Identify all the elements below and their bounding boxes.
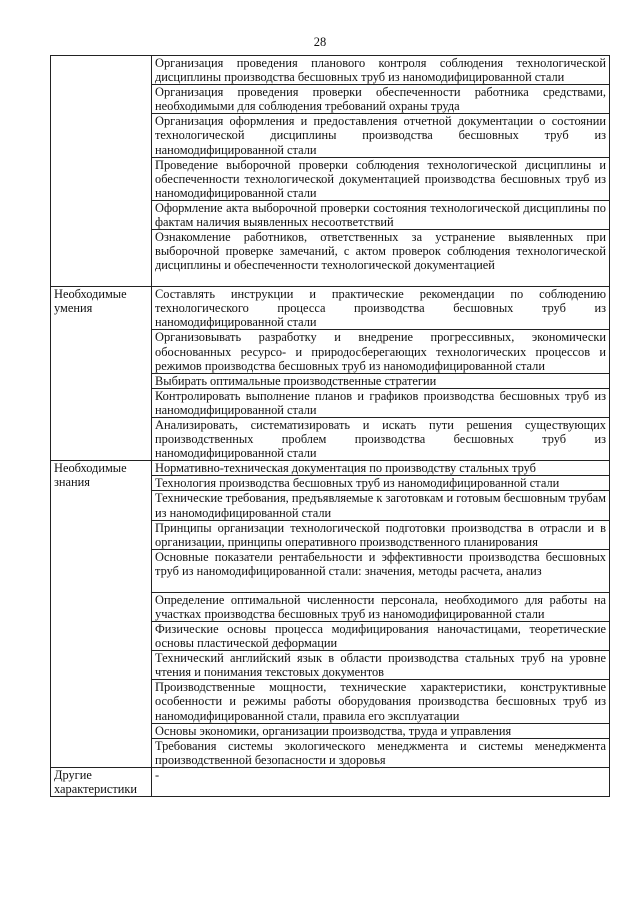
table-cell: Производственные мощности, технические характеристики, конструктивные особенности и режимы работы оборудования производства бесшовных труб из наномодифицированной стали, правила его эксплуатации	[152, 680, 610, 723]
table-cell: Основные показатели рентабельности и эффективности производства бесшовных труб из наномодифицированной стали: значения, методы расчета, анализ	[152, 549, 610, 592]
table-cell: Организовывать разработку и внедрение прогрессивных, экономически обоснованных ресурсо- и природосберегающих технологических процессов и режимов производства бесшовных труб из наномодифицированной стали	[152, 330, 610, 373]
table-row	[51, 56, 610, 85]
table-cell: Выбирать оптимальные производственные стратегии	[152, 373, 610, 388]
table-row	[51, 287, 610, 330]
table-row	[51, 767, 610, 796]
qualification-table	[50, 55, 610, 797]
table-cell: Технология производства бесшовных труб из наномодифицированной стали	[152, 476, 610, 491]
table-cell: Определение оптимальной численности персонала, необходимого для работы на участках производства бесшовных труб из наномодифицированной стали	[152, 592, 610, 621]
table-cell: Оформление акта выборочной проверки состояния технологической дисциплины по фактам наличия выявленных несоответствий	[152, 200, 610, 229]
table-cell: Составлять инструкции и практические рекомендации по соблюдению технологического процесса производства бесшовных труб из наномодифицированной стали	[152, 287, 610, 330]
table-cell: Организация проведения планового контроля соблюдения технологической дисциплины производства бесшовных труб из наномодифицированной стали	[152, 56, 610, 85]
table-cell: Требования системы экологического менеджмента и системы менеджмента производственной безопасности и здоровья	[152, 738, 610, 767]
table-cell: Технические требования, предъявляемые к заготовкам и готовым бесшовным трубам из наномодифицированной стали	[152, 491, 610, 520]
section-skills-heading: Необходимые умения	[51, 287, 152, 461]
page-number: 28	[313, 35, 327, 49]
row-header-empty	[51, 56, 152, 287]
table-cell: Анализировать, систематизировать и искать пути решения существующих производственных проблем производства бесшовных труб из наномодифицированной стали	[152, 417, 610, 460]
table-cell: -	[152, 767, 610, 796]
table-cell: Нормативно-техническая документация по производству стальных труб	[152, 461, 610, 476]
table-cell: Основы экономики, организации производства, труда и управления	[152, 723, 610, 738]
table-cell: Проведение выборочной проверки соблюдения технологической дисциплины и обеспеченности технологической документацией производства бесшовных труб из наномодифицированной стали	[152, 157, 610, 200]
table-cell: Организация проведения проверки обеспеченности работника средствами, необходимыми для соблюдения требований охраны труда	[152, 85, 610, 114]
table-cell: Контролировать выполнение планов и графиков производства бесшовных труб из наномодифицированной стали	[152, 388, 610, 417]
table-cell: Ознакомление работников, ответственных за устранение выявленных при выборочной проверке замечаний, с актом проверок соблюдения технологической дисциплины и обеспеченности технологической документацией	[152, 230, 610, 287]
table-cell: Принципы организации технологической подготовки производства в отрасли и в организации, принципы оперативного производственного планирования	[152, 520, 610, 549]
section-knowledge-heading: Необходимые знания	[51, 461, 152, 768]
table-cell: Технический английский язык в области производства стальных труб на уровне чтения и понимания текстовых документов	[152, 651, 610, 680]
table-cell: Физические основы процесса модифицирования наночастицами, теоретические основы пластической деформации	[152, 622, 610, 651]
table-cell: Организация оформления и предоставления отчетной документации о состоянии технологической дисциплины производства бесшовных труб из наномодифицированной стали	[152, 114, 610, 157]
table-row	[51, 461, 610, 476]
section-other-heading: Другие характеристики	[51, 767, 152, 796]
